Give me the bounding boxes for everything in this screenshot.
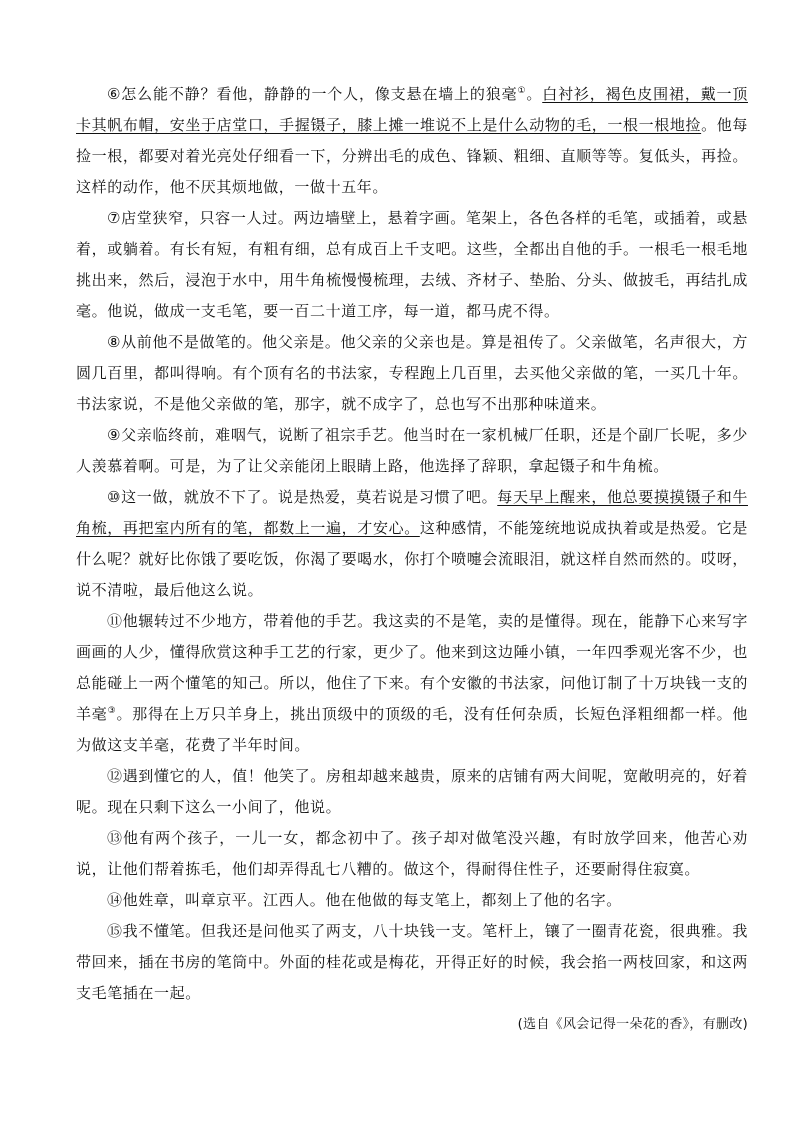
- paragraph-text: 这种感情，不能笼统地说成执着或是热爱。它是什么呢？就好比你饿了要吃饭，你渴了要喝水，你打个喷嚏会流眼泪，就这样自然而然的。哎呀，说不清啦，最后他这么说。: [76, 519, 748, 599]
- paragraph-text: 他有两个孩子，一儿一女，都念初中了。孩子却对做笔没兴趣，有时放学回来，他苦心劝说，让他们帮着拣毛，他们却弄得乱七八糟的。做这个，得耐得住性子，还要耐得住寂寞。: [76, 829, 748, 878]
- paragraph: [76, 327, 748, 420]
- paragraph: [76, 79, 748, 203]
- paragraph-text: 。他每捡一根，都要对着光亮处仔细看一下，分辨出毛的成色、锋颖、粗细、直顺等等。复低头，再捡。这样的动作，他不厌其烦地做，一做十五年。: [76, 116, 748, 196]
- footnote-marker: ①: [517, 86, 527, 96]
- paragraph: [76, 916, 748, 1009]
- paragraph-text: 他姓章，叫章京平。江西人。他在他做的每支笔上，都刻上了他的名字。: [122, 891, 622, 909]
- paragraph-text: 遇到懂它的人，值！他笑了。房租却越来越贵，原来的店铺有两大间呢，宽敞明亮的，好着呢。现在只剩下这么一小间了，他说。: [76, 767, 748, 816]
- paragraph: [76, 761, 748, 823]
- paragraph: [76, 420, 748, 482]
- footnote-marker: ③: [107, 706, 117, 716]
- paragraph-text: 我不懂笔。但我还是问他买了两支，八十块钱一支。笔杆上，镶了一圈青花瓷，很典雅。我带回来，插在书房的笔筒中。外面的桂花或是梅花，开得正好的时候，我会掐一两枝回家，和这两支毛笔插在一起。: [76, 922, 748, 1002]
- paragraph: [76, 482, 748, 606]
- paragraph-text: 。那得在上万只羊身上，挑出顶级中的顶级的毛，没有任何杂质，长短色泽粗细都一样。他为做这支羊毫，花费了半年时间。: [76, 705, 749, 754]
- paragraph-text: 店堂狭窄，只容一人过。两边墙壁上，悬着字画。笔架上，各色各样的毛笔，或插着，或悬着，或躺着。有长有短，有粗有细，总有成百上千支吧。这些，全都出自他的手。一根毛一根毛地挑出来，然后，浸泡于水中，用牛角梳慢慢梳理，去绒、齐材子、垫胎、分头、做披毛，再结扎成毫。他说，做成一支毛笔，要一百二十道工序，每一道，都马虎不得。: [76, 209, 748, 320]
- paragraph-text: 从前他不是做笔的。他父亲是。他父亲的父亲也是。算是祖传了。父亲做笔，名声很大，方圆几百里，都叫得响。有个顶有名的书法家，专程跑上几百里，去买他父亲做的笔，一买几十年。书法家说，不是他父亲做的笔，那字，就不成字了，总也写不出那种味道来。: [76, 333, 748, 413]
- paragraph-text: 怎么能不静？看他，静静的一个人，像支悬在墙上的狼毫: [121, 85, 518, 103]
- paragraph: [76, 823, 748, 885]
- paragraph-number: ⑩: [107, 488, 122, 506]
- paragraph-text: 他辗转过不少地方，带着他的手艺。我这卖的不是笔，卖的是懂得。现在，能静下心来写字画画的人少，懂得欣赏这种手工艺的行家，更少了。他来到这边陲小镇，一年四季观光客不少，也总能碰上一两个懂笔的知己。所以，他住了下来。有个安徽的书法家，问他订制了十万块钱一支的羊毫: [76, 612, 748, 723]
- underlined-sentence: 每天早上醒来，他总要摸摸镊子和牛角梳，再把室内所有的笔，都数上一遍，才安心。: [76, 488, 748, 537]
- article-page: [76, 79, 748, 1040]
- paragraph-number: ⑪: [107, 612, 123, 630]
- paragraph-number: ⑥: [107, 85, 122, 103]
- paragraph-number: ⑦: [107, 209, 122, 227]
- paragraph: [76, 203, 748, 327]
- paragraph-number: ⑧: [107, 333, 122, 351]
- paragraph-text: 。: [526, 85, 543, 103]
- paragraph-number: ⑨: [107, 426, 122, 444]
- paragraph: [76, 606, 748, 761]
- article-body: [76, 79, 748, 1009]
- underlined-sentence: 白衬衫，褐色皮围裙，戴一顶卡其帆布帽，安坐于店堂口，手握镊子，膝上摊一堆说不上是什么动物的毛，一根一根地捡: [76, 85, 748, 134]
- paragraph-number: ⑬: [107, 829, 124, 847]
- paragraph: [76, 885, 748, 916]
- paragraph-text: 父亲临终前，难咽气，说断了祖宗手艺。他当时在一家机械厂任职，还是个副厂长呢，多少人羡慕着啊。可是，为了让父亲能闭上眼睛上路，他选择了辞职，拿起镊子和牛角梳。: [76, 426, 748, 475]
- paragraph-number: ⑫: [107, 767, 123, 785]
- paragraph-number: ⑮: [107, 922, 123, 940]
- source-citation: (选自《风会记得一朵花的香》，有删改): [517, 1017, 748, 1032]
- paragraph-number: ⑭: [107, 891, 123, 909]
- paragraph-text: 这一做，就放不下了。说是热爱，莫若说是习惯了吧。: [121, 488, 498, 506]
